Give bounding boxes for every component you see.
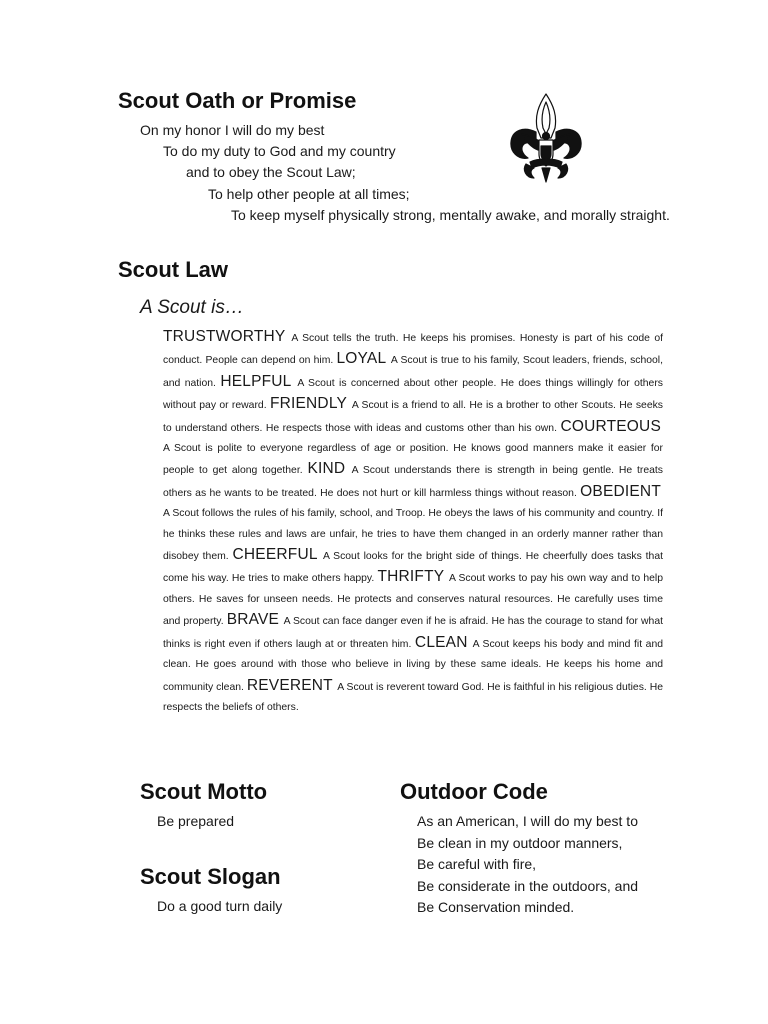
scout-law-paragraph: [163, 327, 663, 718]
oath-line: On my honor I will do my best: [140, 122, 325, 138]
slogan-heading: Scout Slogan: [140, 864, 281, 889]
motto-heading: Scout Motto: [140, 779, 268, 804]
slogan-text: Do a good turn daily: [157, 898, 283, 914]
fleur-de-lis-eagle-icon: [508, 92, 584, 184]
law-trait: CHEERFUL: [232, 546, 318, 564]
law-heading: Scout Law: [118, 257, 229, 282]
law-desc: A Scout is concerned about other people. He does things willingly for others without pay or reward.: [163, 377, 663, 412]
oath-line: To help other people at all times;: [208, 186, 410, 202]
law-desc: A Scout is reverent toward God. He is faithful in his religious duties. He respects the beliefs of others.: [163, 681, 664, 713]
outdoor-code-line: Be clean in my outdoor manners,: [417, 834, 623, 851]
law-trait: THRIFTY: [377, 568, 445, 586]
oath-line: To keep myself physically strong, mentally awake, and morally straight.: [231, 207, 670, 223]
law-trait: TRUSTWORTHY: [163, 328, 286, 345]
law-trait: CLEAN: [414, 633, 468, 651]
law-desc: A Scout can face danger even if he is afraid. He has the courage to stand for what thinks is right even if others laugh at or threaten him.: [163, 616, 663, 650]
outdoor-code-line: Be Conservation minded.: [417, 899, 575, 915]
law-desc: A Scout works to pay his own way and to help others. He saves for unseen needs. He protects and conserves natural resources. He carefully uses time and property.: [163, 573, 663, 628]
law-trait: OBEDIENT: [580, 482, 661, 500]
outdoor-code-line: Be considerate in the outdoors, and: [417, 877, 639, 894]
law-trait: REVERENT: [246, 676, 333, 694]
oath-heading: Scout Oath or Promise: [118, 88, 357, 113]
law-desc: A Scout understands there is strength in being gentle. He treats others as he wants to be treated. He does not hurt or kill harmless things without reason.: [163, 465, 663, 499]
law-desc: A Scout tells the truth. He keeps his promises. Honesty is part of his code of conduct. People can depend on him.: [163, 333, 663, 367]
law-trait: BRAVE: [226, 611, 280, 629]
law-desc: A Scout is true to his family, Scout leaders, friends, school, and nation.: [163, 355, 663, 389]
law-desc: A Scout follows the rules of his family, school, and Troop. He obeys the laws of his community and country. If he thinks these rules and laws are unfair, he tries to have them changed in an orderly manner rather than disobey them.: [163, 508, 663, 563]
law-desc: A Scout is a friend to all. He is a brother to other Scouts. He seeks to understand others. He respects those with ideas and customs other than his own.: [163, 400, 664, 434]
law-trait: FRIENDLY: [269, 395, 348, 413]
oath-line: To do my duty to God and my country: [163, 143, 396, 159]
law-trait: COURTEOUS: [560, 417, 661, 435]
law-trait: KIND: [307, 460, 346, 478]
outdoor-code-list: [417, 811, 638, 919]
motto-text: Be prepared: [157, 813, 235, 829]
outdoor-code-line: As an American, I will do my best to: [417, 813, 638, 829]
law-subtitle: A Scout is…: [140, 297, 244, 318]
outdoor-code-line: Be careful with fire,: [417, 856, 537, 872]
law-trait: LOYAL: [336, 350, 387, 368]
law-desc: A Scout is polite to everyone regardless of age or position. He knows good manners make it easier for people to get along together.: [163, 443, 663, 477]
oath-line: and to obey the Scout Law;: [186, 164, 356, 180]
law-desc: A Scout looks for the bright side of things. He cheerfully does tasks that come his way. He tries to make others happy.: [163, 551, 663, 585]
law-desc: A Scout keeps his body and mind fit and clean. He goes around with those who believe in living by these same ideals. He keeps his home and community clean.: [163, 638, 663, 693]
outdoor-code-heading: Outdoor Code: [400, 779, 548, 804]
law-trait: HELPFUL: [220, 372, 292, 390]
